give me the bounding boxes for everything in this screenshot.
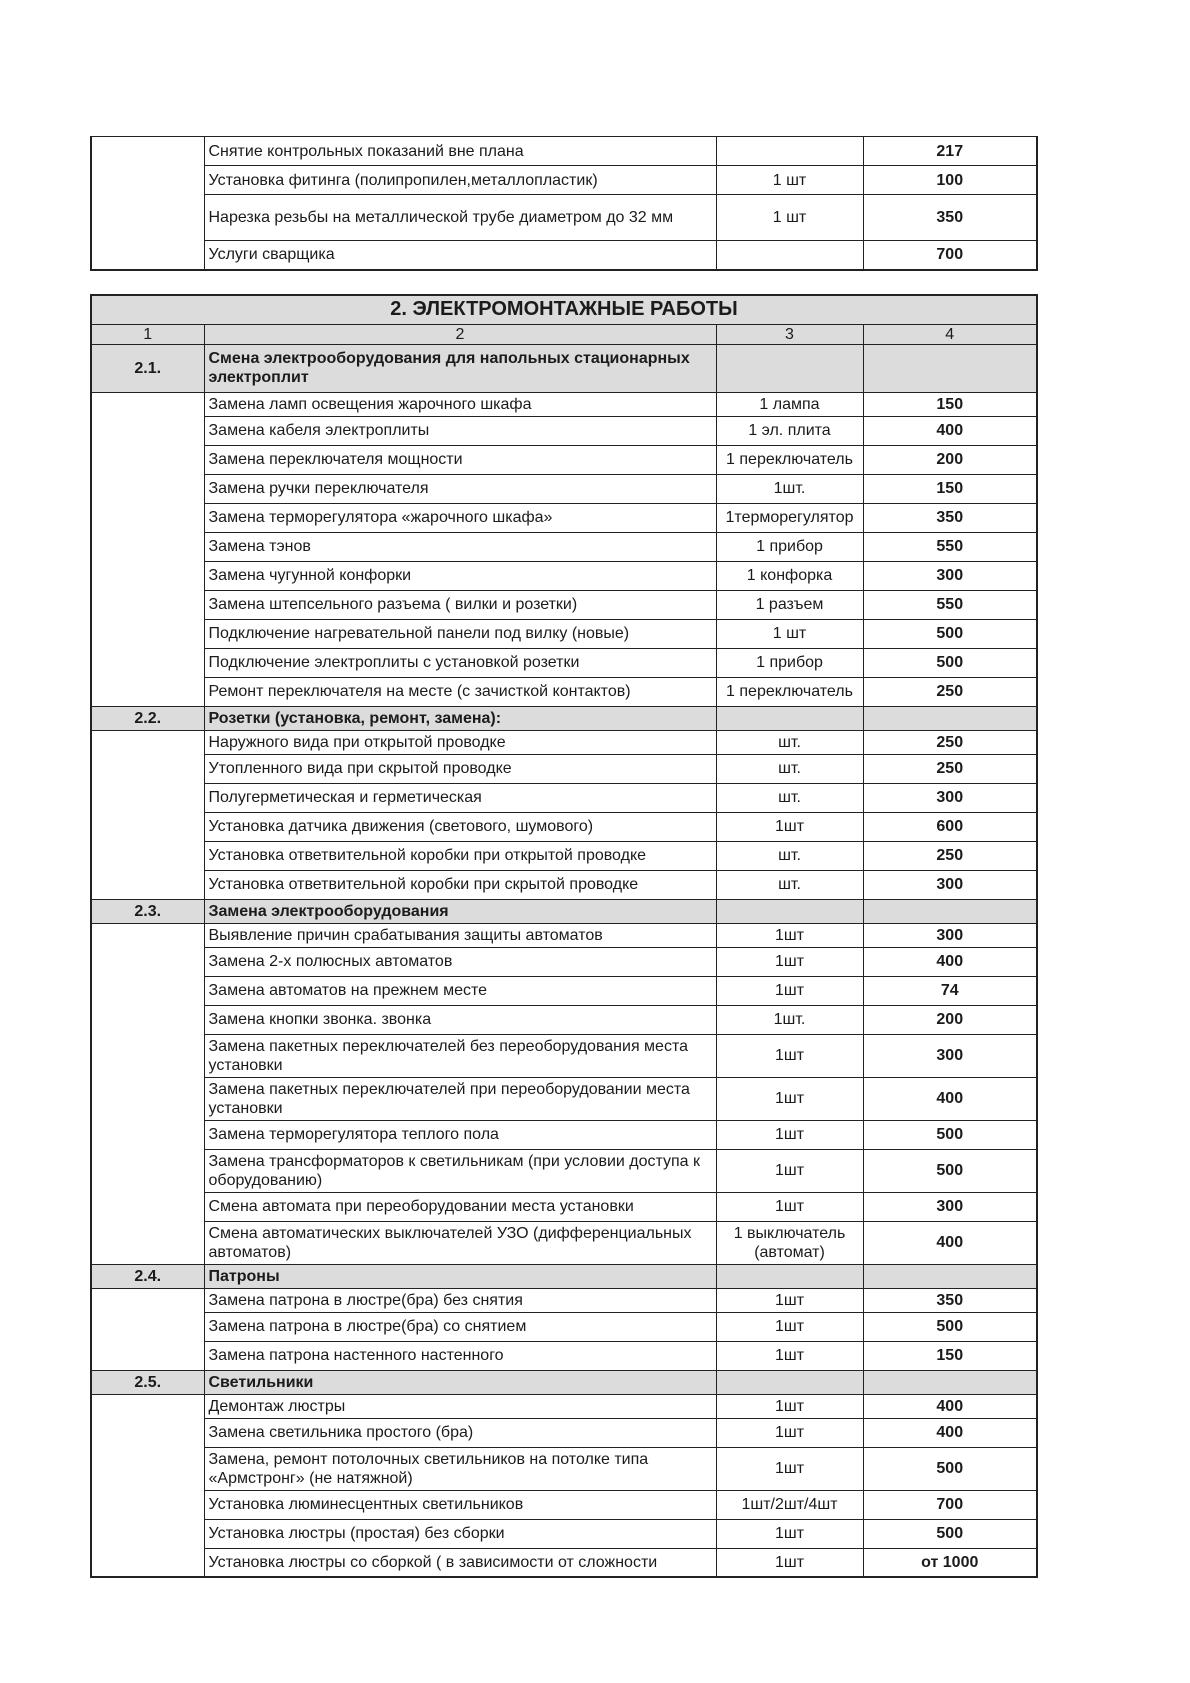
column-number: 3 [716,324,863,344]
unit-cell [716,1264,863,1288]
price-cell: 500 [863,1519,1037,1548]
table-row [91,730,1037,754]
table-row [91,1519,1037,1548]
table-row [91,1288,1037,1312]
service-name: Замена трансформаторов к светильникам (при условии доступа к оборудованию) [204,1149,716,1192]
price-cell: 400 [863,416,1037,445]
price-cell: 400 [863,1077,1037,1120]
price-cell: 700 [863,1490,1037,1519]
unit-cell: 1шт/2шт/4шт [716,1490,863,1519]
unit-cell: 1 выключатель (автомат) [716,1221,863,1264]
column-number: 2 [204,324,716,344]
service-name: Замена ручки переключателя [204,474,716,503]
price-cell: 74 [863,976,1037,1005]
unit-cell: шт. [716,783,863,812]
subsection-header-row [91,1370,1037,1394]
service-name: Замена терморегулятора теплого пола [204,1120,716,1149]
table-row [91,1005,1037,1034]
table-row [91,1418,1037,1447]
column-number: 4 [863,324,1037,344]
unit-cell: 1шт [716,1120,863,1149]
unit-cell: 1 эл. плита [716,416,863,445]
service-name: Утопленного вида при скрытой проводке [204,754,716,783]
service-name: Установка люминесцентных светильников [204,1490,716,1519]
service-name: Установка люстры со сборкой ( в зависимости от сложности [204,1548,716,1577]
service-name: Замена автоматов на прежнем месте [204,976,716,1005]
subsection-number: 2.3. [91,899,204,923]
price-cell: 250 [863,841,1037,870]
subsection-header-row [91,344,1037,392]
service-name: Замена пакетных переключателей при переоборудовании места установки [204,1077,716,1120]
service-name: Смена автоматических выключателей УЗО (дифференциальных автоматов) [204,1221,716,1264]
table-row [91,1312,1037,1341]
service-name: Замена кабеля электроплиты [204,416,716,445]
number-cell [91,1394,204,1577]
table-row [91,1149,1037,1192]
unit-cell: 1терморегулятор [716,503,863,532]
price-cell: 400 [863,1221,1037,1264]
unit-cell [716,1370,863,1394]
table-row [91,1077,1037,1120]
unit-cell [716,899,863,923]
unit-cell: 1шт [716,947,863,976]
unit-cell: 1шт [716,1288,863,1312]
subsection-title: Розетки (установка, ремонт, замена): [204,706,716,730]
number-cell [91,1288,204,1370]
table-row [91,754,1037,783]
subsection-title: Светильники [204,1370,716,1394]
price-cell: 400 [863,1394,1037,1418]
price-cell: 550 [863,532,1037,561]
price-cell: 150 [863,392,1037,416]
unit-cell: 1 переключатель [716,677,863,706]
price-cell: 300 [863,1192,1037,1221]
unit-cell: 1 переключатель [716,445,863,474]
price-cell [863,1370,1037,1394]
number-cell [91,137,204,270]
price-cell: 250 [863,677,1037,706]
unit-cell: 1 шт [716,619,863,648]
table-row [91,474,1037,503]
price-cell: 400 [863,947,1037,976]
unit-cell: 1 шт [716,195,863,241]
column-number-row [91,324,1037,344]
table-row [91,870,1037,899]
table-row [91,1548,1037,1577]
subsection-number: 2.5. [91,1370,204,1394]
table-row [91,841,1037,870]
electrical-works-price-table [90,294,1038,1578]
service-name: Подключение электроплиты с установкой розетки [204,648,716,677]
unit-cell: 1шт [716,1149,863,1192]
table-row [91,648,1037,677]
unit-cell: 1 лампа [716,392,863,416]
continued-price-table [90,136,1038,271]
service-name: Ремонт переключателя на месте (с зачисткой контактов) [204,677,716,706]
unit-cell: 1шт [716,1548,863,1577]
unit-cell: 1 конфорка [716,561,863,590]
unit-cell: шт. [716,870,863,899]
table-row [91,416,1037,445]
service-name: Замена патрона в люстре(бра) без снятия [204,1288,716,1312]
service-name: Полугерметическая и герметическая [204,783,716,812]
table-row [91,195,1037,241]
subsection-number: 2.4. [91,1264,204,1288]
unit-cell: 1шт. [716,474,863,503]
subsection-header-row [91,899,1037,923]
price-cell: 300 [863,923,1037,947]
price-cell: 500 [863,1149,1037,1192]
subsection-title: Патроны [204,1264,716,1288]
table-row [91,619,1037,648]
table-row [91,590,1037,619]
unit-cell: 1шт [716,1519,863,1548]
table-row [91,445,1037,474]
number-cell [91,392,204,706]
price-cell: 700 [863,241,1037,270]
price-cell: 300 [863,870,1037,899]
subsection-title: Смена электрооборудования для напольных стационарных электроплит [204,344,716,392]
service-name: Замена патрона настенного настенного [204,1341,716,1370]
subsection-header-row [91,706,1037,730]
price-cell: 300 [863,561,1037,590]
table-row [91,392,1037,416]
table-row [91,137,1037,166]
table-row [91,1490,1037,1519]
unit-cell: шт. [716,754,863,783]
price-cell: 550 [863,590,1037,619]
service-name: Установка люстры (простая) без сборки [204,1519,716,1548]
unit-cell: 1шт [716,976,863,1005]
table-row [91,1192,1037,1221]
price-cell: 250 [863,754,1037,783]
unit-cell: 1шт. [716,1005,863,1034]
subsection-header-row [91,1264,1037,1288]
table-row [91,503,1037,532]
price-cell: 200 [863,445,1037,474]
number-cell [91,923,204,1264]
unit-cell [716,241,863,270]
table-row [91,166,1037,195]
table-row [91,1394,1037,1418]
unit-cell: 1шт [716,1034,863,1077]
table-row [91,1341,1037,1370]
price-cell: 150 [863,1341,1037,1370]
price-cell: 500 [863,619,1037,648]
service-name: Замена светильника простого (бра) [204,1418,716,1447]
price-cell: 150 [863,474,1037,503]
service-name: Установка фитинга (полипропилен,металлопластик) [204,166,716,195]
service-name: Замена кнопки звонка. звонка [204,1005,716,1034]
price-cell: 350 [863,503,1037,532]
price-cell: 500 [863,648,1037,677]
subsection-title: Замена электрооборудования [204,899,716,923]
table-row [91,1221,1037,1264]
table-row [91,677,1037,706]
unit-cell: 1 шт [716,166,863,195]
table-row [91,561,1037,590]
price-cell: 350 [863,1288,1037,1312]
unit-cell: 1шт [716,812,863,841]
service-name: Услуги сварщика [204,241,716,270]
table-row [91,947,1037,976]
number-cell [91,730,204,899]
price-cell: 300 [863,783,1037,812]
unit-cell: 1шт [716,1077,863,1120]
price-cell: 500 [863,1312,1037,1341]
unit-cell: 1 прибор [716,532,863,561]
service-name: Замена, ремонт потолочных светильников на потолке типа «Армстронг» (не натяжной) [204,1447,716,1490]
price-cell: 350 [863,195,1037,241]
service-name: Выявление причин срабатывания защиты автоматов [204,923,716,947]
unit-cell: 1шт [716,923,863,947]
service-name: Снятие контрольных показаний вне плана [204,137,716,166]
unit-cell: 1шт [716,1447,863,1490]
price-cell [863,344,1037,392]
service-name: Нарезка резьбы на металлической трубе диаметром до 32 мм [204,195,716,241]
price-cell [863,706,1037,730]
table-row [91,1034,1037,1077]
unit-cell: шт. [716,841,863,870]
table-row [91,783,1037,812]
table-row [91,976,1037,1005]
unit-cell: 1шт [716,1394,863,1418]
unit-cell [716,137,863,166]
service-name: Демонтаж люстры [204,1394,716,1418]
price-cell: 300 [863,1034,1037,1077]
table-row [91,241,1037,270]
unit-cell: 1шт [716,1341,863,1370]
price-cell: от 1000 [863,1548,1037,1577]
price-cell [863,1264,1037,1288]
table-row [91,1447,1037,1490]
service-name: Установка датчика движения (светового, шумового) [204,812,716,841]
unit-cell: 1 прибор [716,648,863,677]
table-row [91,812,1037,841]
service-name: Замена тэнов [204,532,716,561]
unit-cell: 1шт [716,1312,863,1341]
unit-cell [716,344,863,392]
price-cell: 500 [863,1447,1037,1490]
service-name: Наружного вида при открытой проводке [204,730,716,754]
section-title-row [91,295,1037,324]
price-cell: 400 [863,1418,1037,1447]
price-cell: 500 [863,1120,1037,1149]
unit-cell: 1шт [716,1418,863,1447]
unit-cell: 1шт [716,1192,863,1221]
service-name: Замена патрона в люстре(бра) со снятием [204,1312,716,1341]
service-name: Установка ответвительной коробки при открытой проводке [204,841,716,870]
service-name: Замена переключателя мощности [204,445,716,474]
price-cell: 217 [863,137,1037,166]
subsection-number: 2.2. [91,706,204,730]
service-name: Замена штепсельного разъема ( вилки и розетки) [204,590,716,619]
service-name: Замена ламп освещения жарочного шкафа [204,392,716,416]
section-title: 2. ЭЛЕКТРОМОНТАЖНЫЕ РАБОТЫ [91,295,1037,324]
price-cell: 250 [863,730,1037,754]
price-cell: 200 [863,1005,1037,1034]
unit-cell: шт. [716,730,863,754]
subsection-number: 2.1. [91,344,204,392]
service-name: Установка ответвительной коробки при скрытой проводке [204,870,716,899]
price-cell [863,899,1037,923]
unit-cell [716,706,863,730]
service-name: Замена чугунной конфорки [204,561,716,590]
service-name: Замена 2-х полюсных автоматов [204,947,716,976]
table-row [91,532,1037,561]
table-row [91,1120,1037,1149]
unit-cell: 1 разъем [716,590,863,619]
price-cell: 600 [863,812,1037,841]
service-name: Замена пакетных переключателей без переоборудования места установки [204,1034,716,1077]
service-name: Подключение нагревательной панели под вилку (новые) [204,619,716,648]
service-name: Замена терморегулятора «жарочного шкафа» [204,503,716,532]
price-cell: 100 [863,166,1037,195]
service-name: Смена автомата при переоборудовании места установки [204,1192,716,1221]
table-row [91,923,1037,947]
column-number: 1 [91,324,204,344]
